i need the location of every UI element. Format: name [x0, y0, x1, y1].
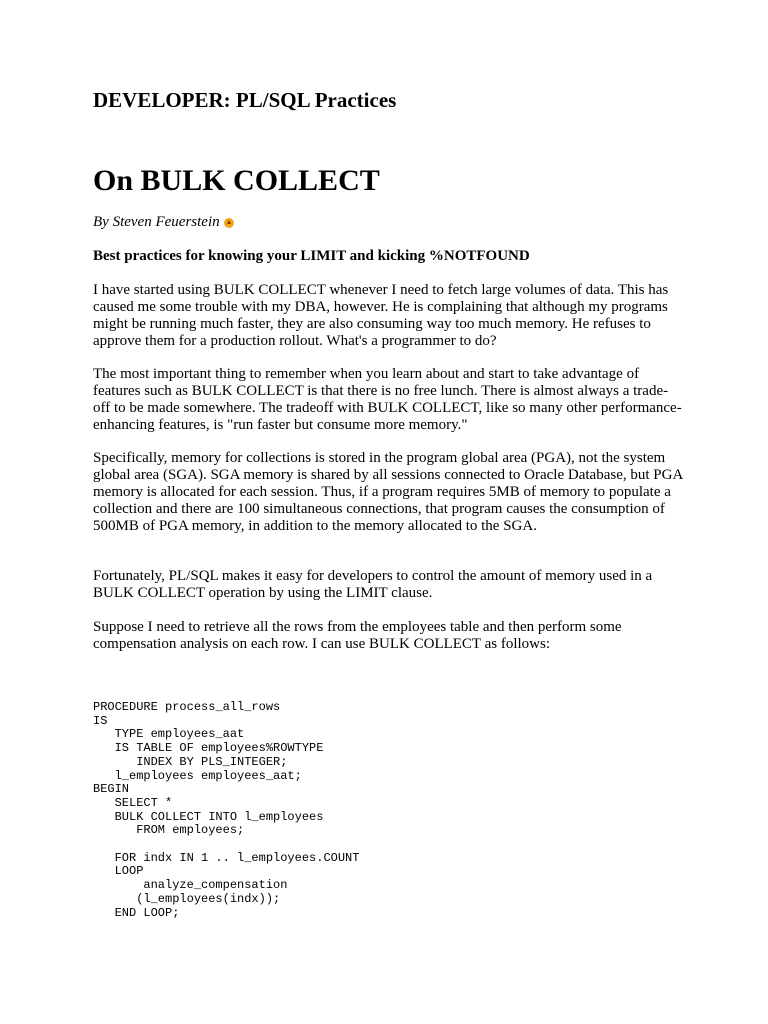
article-title: On BULK COLLECT — [93, 164, 380, 197]
byline — [93, 213, 693, 231]
paragraph: The most important thing to remember when you learn about and start to take advantage of features such as BULK COLLECT is that there is no free lunch. There is almost always a trade-off to be made somewhere. The tradeoff with BULK COLLECT, like so many other performance-enhancing features, is "run faster but consume more memory." — [93, 366, 682, 433]
paragraph: I have started using BULK COLLECT whenever I need to fetch large volumes of data. This has caused me some trouble with my DBA, however. He is complaining that although my programs might be running much faster, they are also consuming way too much memory. He refuses to approve them for a production rollout. What's a programmer to do? — [93, 282, 669, 349]
author-name[interactable]: By Steven Feuerstein — [93, 214, 220, 230]
paragraph: Specifically, memory for collections is stored in the program global area (PGA), not the system global area (SGA). SGA memory is shared by all sessions connected to Oracle Database, but PGA memory is allocated for each session. Thus, if a program requires 5MB of memory to populate a collection and there are 100 simultaneous connections, that program causes the consumption of 500MB of PGA memory, in addition to the memory allocated to the SGA. — [93, 450, 683, 534]
paragraph: Fortunately, PL/SQL makes it easy for developers to control the amount of memory used in a BULK COLLECT operation by using the LIMIT clause. — [93, 568, 653, 601]
paragraph: Suppose I need to retrieve all the rows from the employees table and then perform some compensation analysis on each row. I can use BULK COLLECT as follows: — [93, 619, 622, 652]
section-heading: DEVELOPER: PL/SQL Practices — [93, 88, 397, 112]
article-subtitle: Best practices for knowing your LIMIT and kicking %NOTFOUND — [93, 248, 530, 264]
code-listing: PROCEDURE process_all_rows IS TYPE employees_aat IS TABLE OF employees%ROWTYPE INDEX BY PLS_INTEGER; l_employees employees_aat; BEGIN SELECT * BULK COLLECT INTO l_employees FROM employees; FOR indx IN 1 .. l_employees.COUNT LOOP analyze_compensation (l_employees(indx)); END LOOP; — [93, 700, 360, 920]
author-badge-icon — [224, 218, 234, 228]
